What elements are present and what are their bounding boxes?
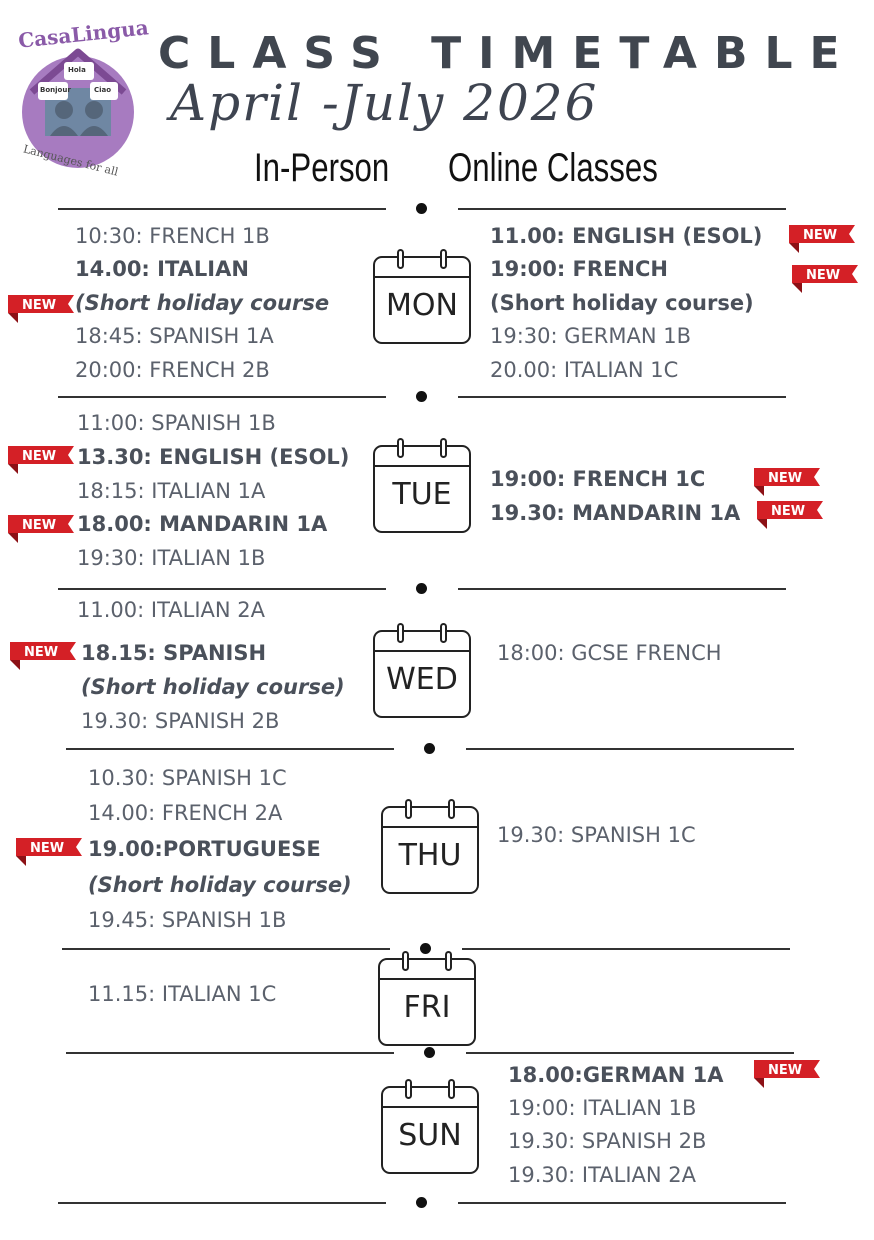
divider-dot	[416, 391, 427, 402]
divider	[58, 208, 386, 210]
new-badge	[790, 263, 860, 289]
new-badge	[8, 640, 78, 666]
divider	[66, 1052, 394, 1054]
class-entry-note: (Short holiday course)	[88, 873, 352, 897]
class-entry-note: (Short holiday course)	[490, 291, 754, 315]
class-entry: 14.00: FRENCH 2A	[88, 801, 283, 825]
class-entry: 19.30: SPANISH 2B	[81, 709, 280, 733]
class-entry: 19.30: MANDARIN 1A	[490, 501, 741, 525]
class-entry: 19:30: ITALIAN 1B	[77, 546, 266, 570]
calendar-icon-tue	[373, 445, 471, 533]
divider-dot	[424, 1047, 435, 1058]
new-badge	[752, 466, 822, 492]
class-entry: 18.00: MANDARIN 1A	[77, 512, 328, 536]
new-badge	[755, 499, 825, 525]
column-heading-in-person: In-Person	[254, 146, 390, 190]
class-entry: 13.30: ENGLISH (ESOL)	[77, 445, 350, 469]
date-range: April -July 2026	[170, 74, 599, 132]
divider	[58, 588, 386, 590]
divider	[66, 748, 394, 750]
new-badge-label: NEW	[21, 518, 57, 533]
divider-dot	[416, 1197, 427, 1208]
divider	[58, 396, 386, 398]
divider-dot	[424, 743, 435, 754]
casalingua-logo	[17, 15, 150, 182]
day-label-fri: FRI	[403, 990, 451, 1025]
class-entry: 10:30: FRENCH 1B	[75, 224, 270, 248]
calendar-icon-wed	[373, 630, 471, 718]
day-label-tue: TUE	[392, 477, 452, 512]
calendar-icon-fri	[378, 958, 476, 1046]
divider	[458, 396, 786, 398]
day-label-thu: THU	[398, 838, 462, 873]
class-entry-note: (Short holiday course	[75, 291, 330, 315]
new-badge-label: NEW	[767, 1063, 803, 1078]
new-badge-label: NEW	[23, 645, 59, 660]
logo-brand: CasaLingua	[17, 15, 150, 53]
divider-dot	[416, 583, 427, 594]
class-entry: 19.30: SPANISH 1C	[497, 823, 696, 847]
day-label-mon: MON	[386, 288, 458, 323]
calendar-icon-mon	[373, 256, 471, 344]
class-entry: 14.00: ITALIAN	[75, 257, 249, 281]
day-label-wed: WED	[386, 662, 458, 697]
new-badge	[6, 513, 76, 539]
class-entry: 19.30: ITALIAN 2A	[508, 1163, 696, 1187]
new-badge-label: NEW	[21, 449, 57, 464]
new-badge-label: NEW	[802, 228, 838, 243]
class-entry: 19:30: GERMAN 1B	[490, 324, 692, 348]
divider-dot	[420, 943, 431, 954]
calendar-icon-thu	[381, 806, 479, 894]
class-entry: 11.15: ITALIAN 1C	[88, 982, 277, 1006]
new-badge-label: NEW	[29, 841, 65, 856]
new-badge	[752, 1058, 822, 1084]
class-entry: 19.30: SPANISH 2B	[508, 1129, 707, 1153]
column-heading-online: Online Classes	[448, 146, 658, 190]
divider	[466, 1052, 794, 1054]
class-entry: 18:45: SPANISH 1A	[75, 324, 274, 348]
new-badge-label: NEW	[767, 471, 803, 486]
class-entry: 19.45: SPANISH 1B	[88, 908, 287, 932]
class-entry: 19.00:PORTUGUESE	[88, 837, 321, 861]
class-entry: 20:00: FRENCH 2B	[75, 358, 270, 382]
divider	[458, 208, 786, 210]
new-badge-label: NEW	[21, 298, 57, 313]
new-badge	[787, 223, 857, 249]
calendar-icon-sun	[381, 1086, 479, 1174]
divider-dot	[416, 203, 427, 214]
class-entry: 18.15: SPANISH	[81, 641, 267, 665]
new-badge-label: NEW	[770, 504, 806, 519]
class-entry: 10.30: SPANISH 1C	[88, 766, 287, 790]
class-entry: 18:00: GCSE FRENCH	[497, 641, 722, 665]
logo-bubble-bonjour: Bonjour	[40, 86, 71, 94]
class-entry: 19:00: FRENCH 1C	[490, 467, 706, 491]
day-label-sun: SUN	[398, 1118, 462, 1153]
divider	[462, 948, 790, 950]
logo-bubble-ciao: Ciao	[94, 86, 112, 94]
class-entry: 19:00: FRENCH	[490, 257, 668, 281]
class-entry: 18:15: ITALIAN 1A	[77, 479, 266, 503]
divider	[58, 1202, 386, 1204]
new-badge-label: NEW	[805, 268, 841, 283]
new-badge	[6, 444, 76, 470]
class-entry: 20.00: ITALIAN 1C	[490, 358, 679, 382]
logo-tagline: Languages for all	[21, 142, 120, 179]
class-entry: 11.00: ENGLISH (ESOL)	[490, 224, 763, 248]
new-badge	[6, 293, 76, 319]
divider	[466, 748, 794, 750]
divider	[458, 588, 786, 590]
class-entry: 11.00: ITALIAN 2A	[77, 598, 265, 622]
new-badge	[14, 836, 84, 862]
class-entry-note: (Short holiday course)	[81, 675, 345, 699]
class-entry: 18.00:GERMAN 1A	[508, 1063, 724, 1087]
class-entry: 11:00: SPANISH 1B	[77, 411, 276, 435]
logo-bubble-hola: Hola	[68, 66, 86, 74]
divider	[62, 948, 390, 950]
class-entry: 19:00: ITALIAN 1B	[508, 1096, 697, 1120]
page-title: CLASS TIMETABLE	[158, 28, 857, 79]
divider	[458, 1202, 786, 1204]
